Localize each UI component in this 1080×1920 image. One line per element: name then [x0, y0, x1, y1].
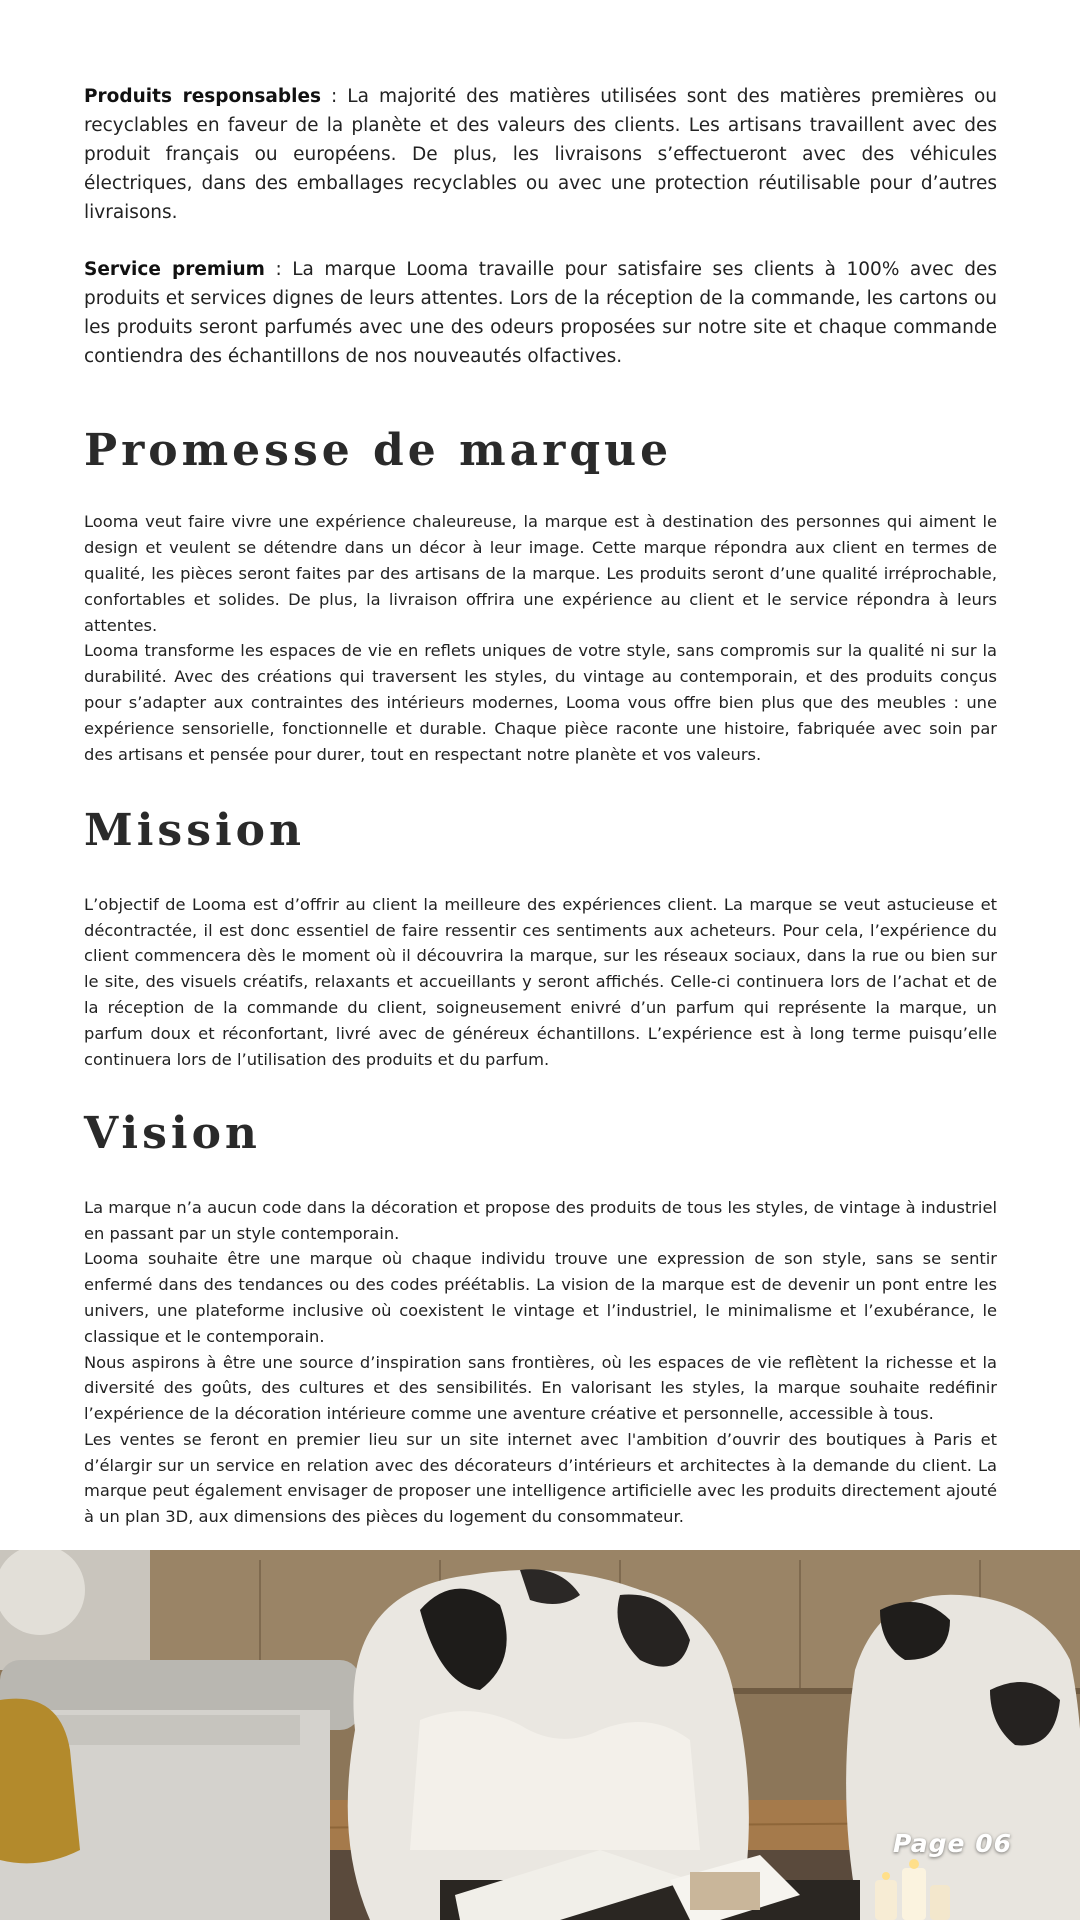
mission-paragraph-1: L’objectif de Looma est d’offrir au client la meilleure des expériences client. La marque se veut astucieuse et décontractée, il est donc essentiel de faire ressentir ces sentiments aux acheteurs. Pour cela, l’expérience du client commencera dès le moment où il découvrira la marque, sur les réseaux sociaux, dans la rue ou bien sur le site, des visuels créatifs, relaxants et accueillants y seront affichés. Celle-ci continuera lors de l’achat et de la réception de la commande du client, soigneusement enivré d’un parfum qui représente la marque, un parfum doux et réconfortant, livré avec de généreux échantillons. L’expérience est à long terme puisqu’elle continuera lors de l’utilisation des produits et du parfum.: [84, 894, 997, 1069]
vision-paragraph-3: Nous aspirons à être une source d’inspiration sans frontières, où les espaces de vie reflètent la richesse et la diversité des goûts, des cultures et des sensibilités. En valorisant les styles, la marque souhaite redéfinir l’expérience de la décoration intérieure comme une aventure créative et personnelle, accessible à tous.: [84, 1352, 997, 1424]
label-produits-responsables: Produits responsables: [84, 86, 322, 107]
text-service-premium: : La marque Looma travaille pour satisfaire ses clients à 100% avec des produits et services dignes de leurs attentes. Lors de la réception de la commande, les cartons ou les produits seront parfumés avec une des odeurs proposées sur notre site et chaque commande contiendra des échantillons de nos nouveautés olfactives.: [84, 259, 998, 367]
page-number: Page 06: [893, 1829, 1012, 1858]
section-mission: [84, 807, 997, 1072]
paragraph-service-premium: [84, 255, 997, 371]
document-content: [84, 82, 997, 1530]
heading-vision: Vision: [84, 1108, 261, 1160]
body-mission: [84, 892, 997, 1073]
promesse-paragraph-2: Looma transforme les espaces de vie en reflets uniques de votre style, sans compromis sur la qualité ni sur la durabilité. Avec des créations qui traversent les styles, du vintage au contemporain, et des produits conçus pour s’adapter aux contraintes des intérieurs modernes, Looma vous offre bien plus que des meubles : une expérience sensorielle, fonctionnelle et durable. Chaque pièce raconte une histoire, fabriquée avec soin par des artisans et pensée pour durer, tout en respectant notre planète et vos valeurs.: [84, 641, 997, 764]
interior-photo: [0, 1550, 1080, 1920]
body-promesse-de-marque: [84, 509, 997, 767]
text-produits-responsables: : La majorité des matières utilisées sont des matières premières ou recyclables en faveur de la planète et des valeurs des clients. Les artisans travaillent avec des produit français ou européens. De plus, les livraisons s’effectueront avec des véhicules électriques, dans des emballages recyclables ou avec une protection réutilisable pour d’autres livraisons.: [84, 86, 998, 223]
interior-photo-illustration: [0, 1550, 1080, 1920]
section-promesse-de-marque: [84, 427, 997, 767]
heading-promesse-de-marque: Promesse de marque: [84, 425, 673, 476]
body-vision: [84, 1195, 997, 1530]
label-service-premium: Service premium: [84, 259, 265, 280]
heading-mission: Mission: [84, 805, 306, 857]
paragraph-produits-responsables: [84, 82, 997, 227]
vision-paragraph-1: La marque n’a aucun code dans la décoration et propose des produits de tous les styles, de vintage à industriel en passant par un style contemporain.: [84, 1197, 997, 1243]
vision-paragraph-2: Looma souhaite être une marque où chaque individu trouve une expression de son style, sans se sentir enfermé dans des tendances ou des codes préétablis. La vision de la marque est de devenir un pont entre les univers, une plateforme inclusive où coexistent le vintage et l’industriel, le minimalisme et l’exubérance, le classique et le contemporain.: [84, 1249, 997, 1346]
section-vision: [84, 1110, 997, 1530]
promesse-paragraph-1: Looma veut faire vivre une expérience chaleureuse, la marque est à destination des personnes qui aiment le design et veulent se détendre dans un décor à leur image. Cette marque répondra aux client en termes de qualité, les pièces seront faites par des artisans de la marque. Les produits seront d’une qualité irréprochable, confortables et solides. De plus, la livraison offrira une expérience au client et le service répondra à leurs attentes.: [84, 512, 997, 635]
vision-paragraph-4: Les ventes se feront en premier lieu sur un site internet avec l'ambition d’ouvrir des boutiques à Paris et d’élargir sur un service en relation avec des décorateurs d’intérieurs et architectes à la demande du client. La marque peut également envisager de proposer une intelligence artificielle avec les produits directement ajouté à un plan 3D, aux dimensions des pièces du logement du consommateur.: [84, 1429, 997, 1527]
